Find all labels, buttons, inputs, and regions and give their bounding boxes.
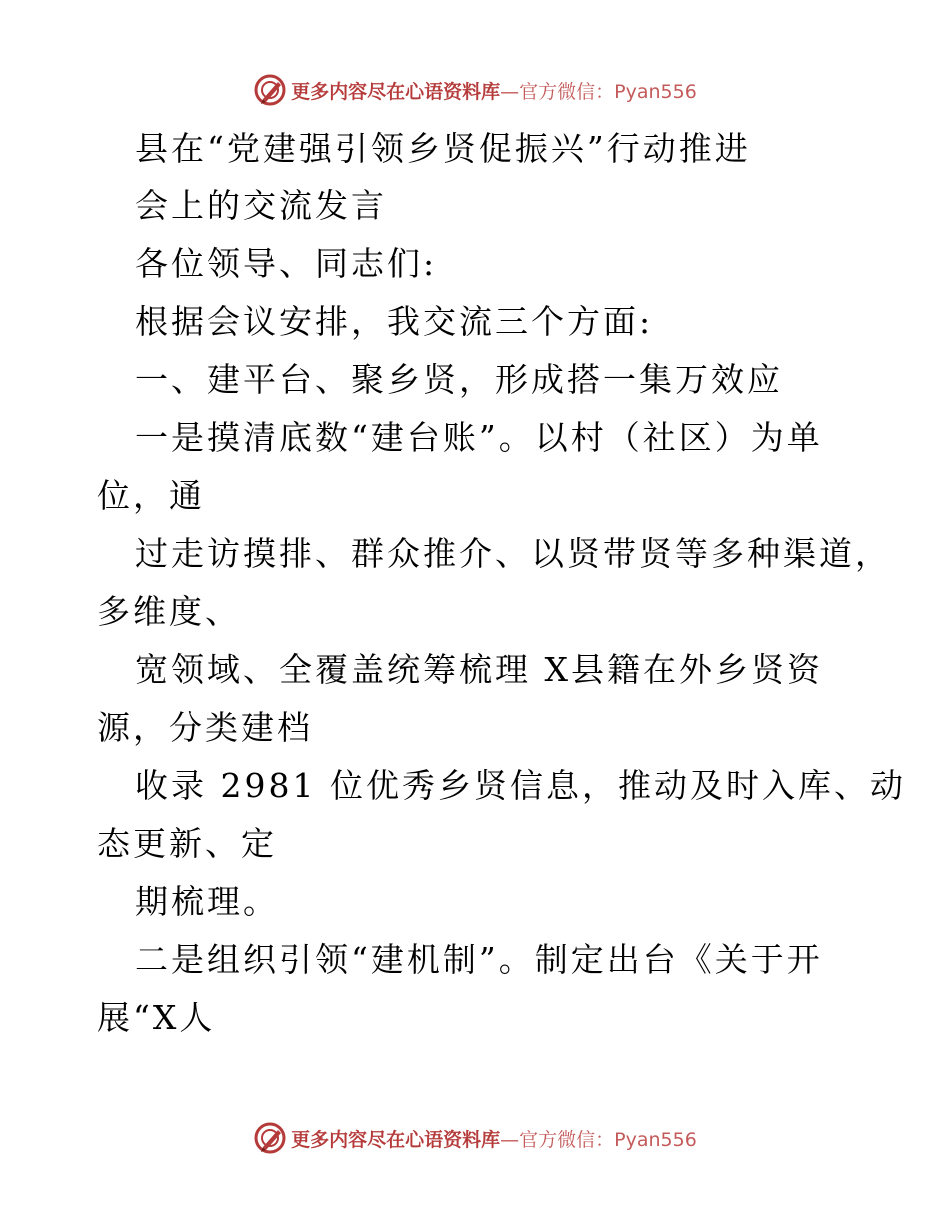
paragraph-line: 态更新、定	[97, 824, 277, 863]
footer-banner-text	[291, 1125, 697, 1152]
paragraph-line: 宽领域、全覆盖统筹梳理 X县籍在外乡贤资	[135, 650, 823, 689]
header-banner-text	[291, 77, 697, 104]
document-title-line-1: 县在“党建强引领乡贤促振兴”行动推进	[135, 129, 751, 168]
paragraph-line: 源，分类建档	[97, 708, 313, 747]
paragraph-line: 过走访摸排、群众推介、以贤带贤等多种渠道，	[135, 534, 891, 573]
paragraph-line: 多维度、	[97, 592, 241, 631]
header-banner-wechat-text: —官方微信：Pyan556	[500, 80, 697, 103]
paragraph-line: 根据会议安排，我交流三个方面:	[135, 302, 654, 341]
paragraph-line: 收录 2981 位优秀乡贤信息，推动及时入库、动	[135, 766, 906, 805]
paragraph-line: 一是摸清底数“建台账”。以村（社区）为单	[135, 418, 823, 457]
document-title-line-2: 会上的交流发言	[135, 186, 387, 225]
paragraph-line: 二是组织引领“建机制”。制定出台《关于开	[135, 940, 823, 979]
header-banner-main-text: 更多内容尽在心语资料库	[291, 80, 501, 103]
footer-banner-main-text: 更多内容尽在心语资料库	[291, 1128, 501, 1151]
paragraph-line: 位，通	[97, 476, 205, 515]
section-heading: 一、建平台、聚乡贤，形成搭一集万效应	[135, 360, 783, 399]
pen-circle-logo-icon	[253, 73, 287, 107]
footer-banner	[0, 1118, 950, 1158]
paragraph-line: 期梳理。	[135, 882, 279, 921]
header-banner	[0, 70, 950, 110]
paragraph-line: 展“X人	[97, 998, 216, 1037]
pen-circle-logo-icon	[253, 1121, 287, 1155]
footer-banner-wechat-text: —官方微信：Pyan556	[500, 1128, 697, 1151]
salutation: 各位领导、同志们:	[135, 244, 438, 283]
